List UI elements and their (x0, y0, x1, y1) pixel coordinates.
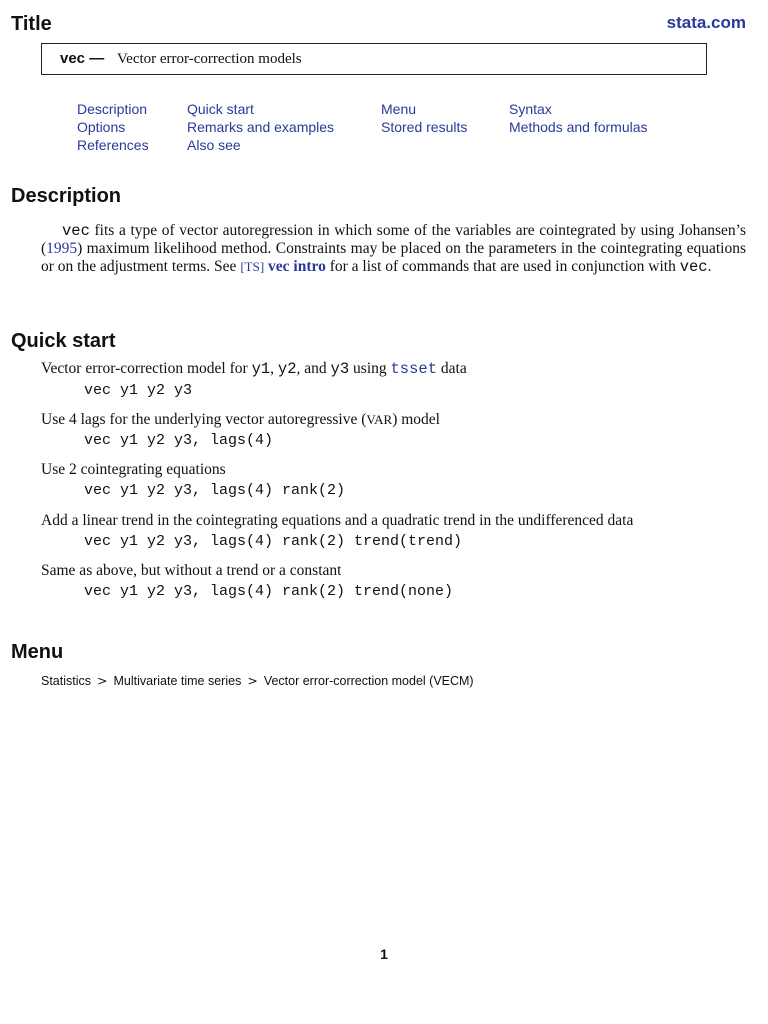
quick-start-command-4: vec y1 y2 y3, lags(4) rank(2) trend(trend) (84, 533, 463, 550)
menu-path-multivariate: Multivariate time series (113, 674, 242, 688)
quick-start-item-1 (41, 360, 467, 378)
menu-path (41, 673, 474, 689)
toc-link-stored-results[interactable]: Stored results (381, 119, 468, 135)
description-text-4: . (707, 258, 712, 275)
toc-link-remarks-examples[interactable]: Remarks and examples (187, 119, 335, 135)
vec-command-inline-2: vec (679, 258, 708, 276)
quick-start-item-2 (41, 411, 440, 429)
toc-link-menu[interactable]: Menu (381, 101, 417, 117)
quick-start-item-3: Use 2 cointegrating equations (41, 461, 226, 478)
qs2-text-b: ) model (392, 411, 440, 428)
citation-year-link[interactable]: 1995 (46, 240, 78, 257)
ts-manual-link[interactable]: [TS] (240, 259, 265, 274)
toc-link-description[interactable]: Description (77, 101, 148, 117)
qs2-var-abbrev: VAR (366, 412, 393, 427)
tsset-link[interactable]: tsset (390, 360, 438, 378)
toc-link-references[interactable]: References (77, 137, 149, 153)
toc-link-quick-start[interactable]: Quick start (187, 101, 254, 117)
description-paragraph (41, 222, 746, 276)
qs1-text-d: using (349, 360, 391, 377)
quick-start-command-5: vec y1 y2 y3, lags(4) rank(2) trend(none) (84, 583, 454, 600)
command-name: vec — (60, 50, 105, 67)
toc-link-syntax[interactable]: Syntax (509, 101, 552, 117)
quick-start-item-5: Same as above, but without a trend or a constant (41, 562, 342, 579)
qs1-var-y1: y1 (251, 360, 271, 378)
toc-link-methods-formulas[interactable]: Methods and formulas (509, 119, 648, 135)
qs1-var-y2: y2 (277, 360, 297, 378)
page-number: 1 (380, 946, 388, 962)
qs1-text-b: , (270, 360, 278, 377)
quick-start-command-1: vec y1 y2 y3 (84, 382, 193, 399)
qs1-text-e: data (437, 360, 467, 377)
description-text-3: for a list of commands that are used in conjunction with (325, 258, 680, 275)
qs1-var-y3: y3 (330, 360, 350, 378)
qs1-text-c: , and (296, 360, 331, 377)
title-heading: Title (11, 13, 52, 35)
description-heading: Description (11, 185, 122, 207)
menu-heading: Menu (11, 641, 64, 663)
command-description: Vector error-correction models (117, 51, 302, 67)
qs2-text-a: Use 4 lags for the underlying vector autoregressive ( (41, 411, 367, 428)
toc-link-options[interactable]: Options (77, 119, 126, 135)
quick-start-command-3: vec y1 y2 y3, lags(4) rank(2) (84, 482, 346, 499)
qs1-text-a: Vector error-correction model for (41, 360, 252, 377)
menu-separator-2: > (247, 673, 258, 688)
stata-site-link[interactable]: stata.com (666, 13, 746, 32)
description-text-1: fits a type of vector autoregression in which some of the variables are cointegrated by using Johansen’s ( (41, 222, 746, 257)
description-text-2: ) maximum likelihood method. Constraints may be placed on the parameters in the cointegrating equations or on the adjustment terms. See (41, 240, 746, 275)
menu-path-vecm: Vector error-correction model (VECM) (263, 674, 474, 688)
vec-command-inline: vec (62, 222, 90, 240)
menu-path-statistics: Statistics (41, 674, 92, 688)
toc-link-also-see[interactable]: Also see (187, 137, 241, 153)
menu-separator-1: > (97, 673, 108, 688)
quick-start-heading: Quick start (11, 330, 116, 352)
quick-start-item-4: Add a linear trend in the cointegrating equations and a quadratic trend in the undifferenced data (41, 512, 634, 529)
vec-intro-link[interactable]: vec intro (268, 258, 326, 275)
quick-start-command-2: vec y1 y2 y3, lags(4) (84, 432, 274, 449)
title-box (41, 43, 707, 75)
